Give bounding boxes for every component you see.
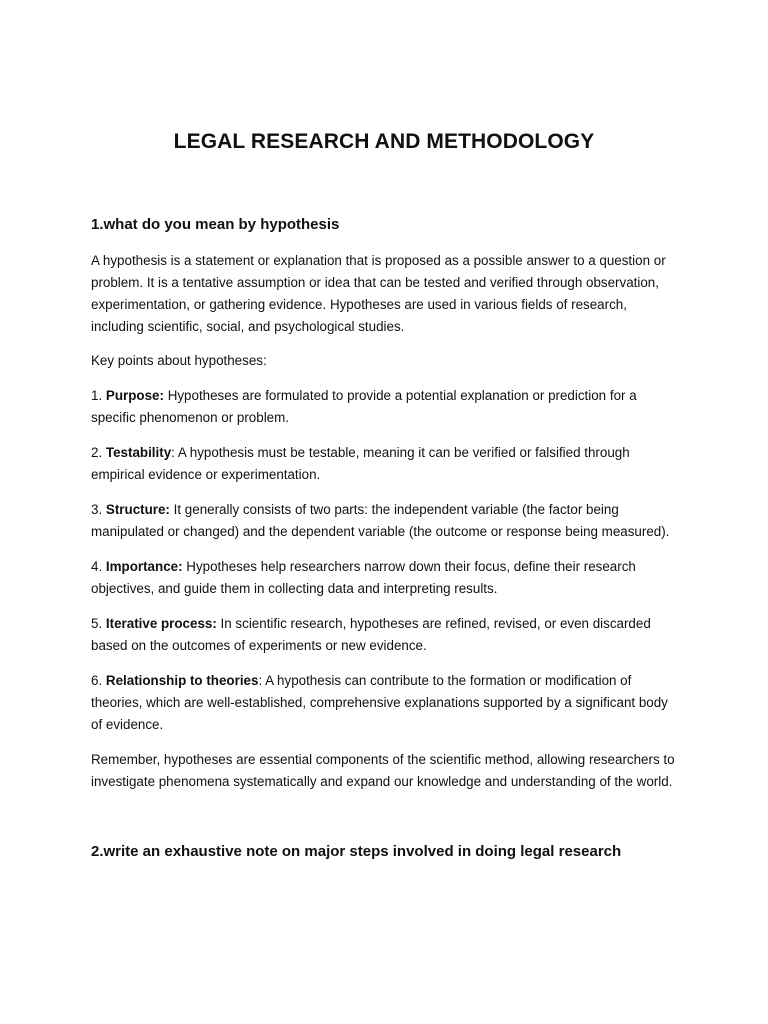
key-point-term: Structure: (105, 502, 170, 517)
key-point-structure (91, 499, 681, 543)
key-point-term: Iterative process: (105, 616, 217, 631)
key-point-text: It generally consists of two parts: the independent variable (the factor being manipulated or changed) and the dependent variable (the outcome or response being measured). (91, 502, 670, 539)
key-point-text: : A hypothesis must be testable, meaning it can be verified or falsified through empirical evidence or experimentation. (91, 445, 630, 482)
key-point-term: Relationship to theories (105, 673, 259, 688)
key-point-number: 5. (91, 616, 103, 631)
conclusion-paragraph: Remember, hypotheses are essential components of the scientific method, allowing researchers to investigate phenomena systematically and expand our knowledge and understanding of the world. (91, 752, 675, 789)
document-body (91, 214, 681, 863)
key-point-testability (91, 442, 681, 486)
key-point-text: Hypotheses are formulated to provide a potential explanation or prediction for a specific phenomenon or problem. (91, 388, 637, 425)
key-point-number: 3. (91, 502, 103, 517)
key-point-relationship-to-theories (91, 670, 681, 736)
question-2-heading: 2.write an exhaustive note on major steps involved in doing legal research (91, 843, 622, 860)
key-point-term: Purpose: (105, 388, 164, 403)
key-point-iterative-process (91, 613, 681, 657)
key-point-number: 2. (91, 445, 103, 460)
key-point-term: Importance: (105, 559, 183, 574)
key-point-purpose (91, 385, 681, 429)
key-point-importance (91, 556, 681, 600)
key-point-text: : A hypothesis can contribute to the formation or modification of theories, which are well-established, comprehensive explanations supported by a significant body of evidence. (91, 673, 668, 732)
key-point-number: 6. (91, 673, 103, 688)
key-point-text: In scientific research, hypotheses are refined, revised, or even discarded based on the outcomes of experiments or new evidence. (91, 616, 651, 653)
key-point-number: 1. (91, 388, 103, 403)
key-point-text: Hypotheses help researchers narrow down their focus, define their research objectives, and guide them in collecting data and interpreting results. (91, 559, 636, 596)
question-1-heading: 1.what do you mean by hypothesis (91, 216, 340, 233)
key-point-number: 4. (91, 559, 103, 574)
document-title: LEGAL RESEARCH AND METHODOLOGY (173, 130, 595, 153)
key-point-term: Testability (105, 445, 172, 460)
hypothesis-definition-paragraph: A hypothesis is a statement or explanation that is proposed as a possible answer to a question or problem. It is a tentative assumption or idea that can be tested and verified through observation, experimentation, or gathering evidence. Hypotheses are used in various fields of research, including scientific, social, and psychological studies. (91, 253, 666, 334)
key-points-label: Key points about hypotheses: (91, 353, 267, 368)
